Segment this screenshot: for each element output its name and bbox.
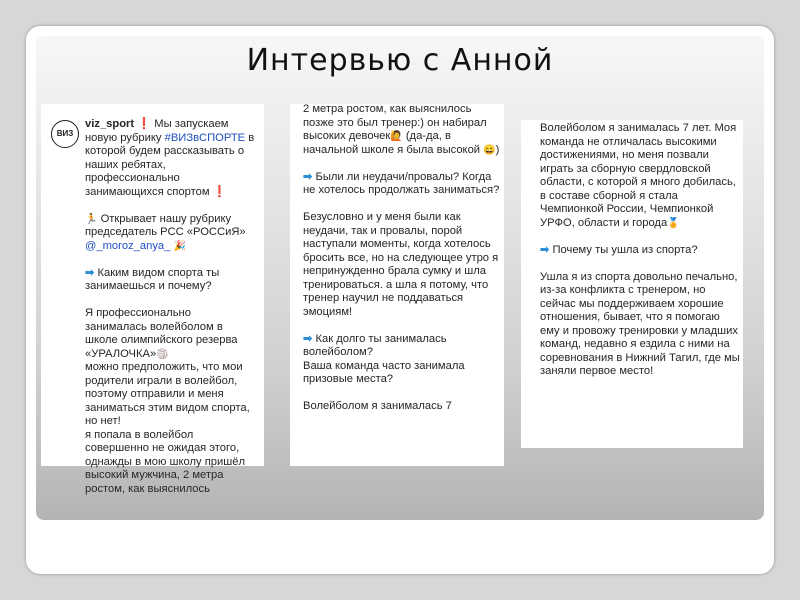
medal-icon: 🏅 — [667, 217, 680, 229]
exclamation-icon: ❗ — [212, 185, 227, 198]
instagram-post-card-2 — [290, 104, 504, 466]
answer-1-continuation — [303, 103, 500, 157]
answer-1-text-b: можно предположить, что мои родители играли в волейбол, поэтому отправили и меня заниматься этим видом спорта, но нет! — [85, 361, 250, 427]
mention-link: @_moroz_anya_ — [85, 239, 171, 252]
post-intro — [85, 118, 260, 199]
intro-text-a: Мы запускаем новую рубрику — [85, 118, 229, 144]
continuation-text-c: ) — [495, 143, 500, 156]
party-icon: 🎉 — [173, 240, 186, 252]
opener-text: Открывает нашу рубрику председатель РСС «РОССиЯ» — [85, 212, 246, 238]
answer-2: Безусловно и у меня были как неудачи, так и провалы, порой наступали моменты, когда хотелось бросить все, но на следующее утро я непринужденно брала сумку и шла тренироваться. а шла я потому, что тренер научил не поддаваться эмоциям! — [303, 211, 499, 318]
instagram-post-card-1 — [41, 104, 264, 495]
slide-title: Интервью с Анной — [246, 43, 554, 78]
arrow-right-icon: ➡ — [303, 170, 313, 183]
volleyball-icon: 🏐 — [156, 348, 169, 360]
question-1-text: Каким видом спорта ты занимаешься и почему? — [85, 266, 220, 292]
arrow-right-icon: ➡ — [540, 243, 550, 256]
intro-text-b: в которой будем рассказывать о наших ребятах, профессионально занимающихся спортом — [85, 131, 255, 198]
question-1 — [85, 267, 260, 294]
question-3 — [303, 333, 500, 387]
answer-1 — [85, 307, 260, 429]
arrow-right-icon: ➡ — [85, 266, 95, 279]
answer-3 — [540, 122, 741, 230]
smile-icon: 😄 — [483, 144, 496, 156]
question-2-text: Были ли неудачи/провалы? Когда не хотелось продолжать заниматься? — [303, 170, 500, 196]
answer-1-continued: я попала в волейбол совершенно не ожидая этого, однажды в мою школу пришёл высокий мужчина, 2 метра ростом, как выяснилось — [85, 428, 245, 495]
answer-3-start: Волейболом я занималась 7 — [303, 400, 452, 412]
girl-icon: 🙋 — [390, 131, 403, 142]
question-4 — [540, 244, 741, 258]
hashtag: #ВИЗвСПОРТЕ — [164, 131, 246, 144]
answer-1-text: Я профессионально занималась волейболом в школе олимпийского резерва «УРАЛОЧКА» — [85, 307, 238, 360]
continuation-text-b: (да-да, в начальной школе я была высокой — [303, 130, 484, 156]
answer-4: Ушла я из спорта довольно печально, из-за конфликта с тренером, но сейчас мы поддерживаем хорошие отношения, бывает, что я помогаю ему и провожу тренировки у младших команд, недавно я ездила с ними на соревнования в Нижний Тагил, где мы заняли первое место! — [540, 270, 740, 377]
question-2 — [303, 171, 500, 198]
answer-3-text: Волейболом я занималась 7 лет. Моя команда не отличалась высокими достижениями, но меня позвали играть за сборную свердловской области, с которой я много добилась, в составе сборной я стала Чемпионкой России, Чемпионкой УРФО, области и города — [540, 122, 737, 229]
runner-icon: 🏃 — [85, 213, 98, 225]
post-opener — [85, 213, 260, 254]
continuation-text-a: 2 метра ростом, как выяснилось позже это был тренер:) он набирал высоких девочек — [303, 103, 487, 142]
question-4-text: Почему ты ушла из спорта? — [552, 243, 698, 256]
username: viz_sport — [85, 118, 135, 130]
profile-avatar: ВИЗ — [51, 120, 79, 148]
exclamation-icon: ❗ — [137, 118, 152, 130]
instagram-post-card-3 — [521, 120, 743, 448]
arrow-right-icon: ➡ — [303, 332, 313, 345]
question-3-text: Как долго ты занималась волейболом? Ваша команда часто занимала призовые места? — [303, 332, 465, 385]
